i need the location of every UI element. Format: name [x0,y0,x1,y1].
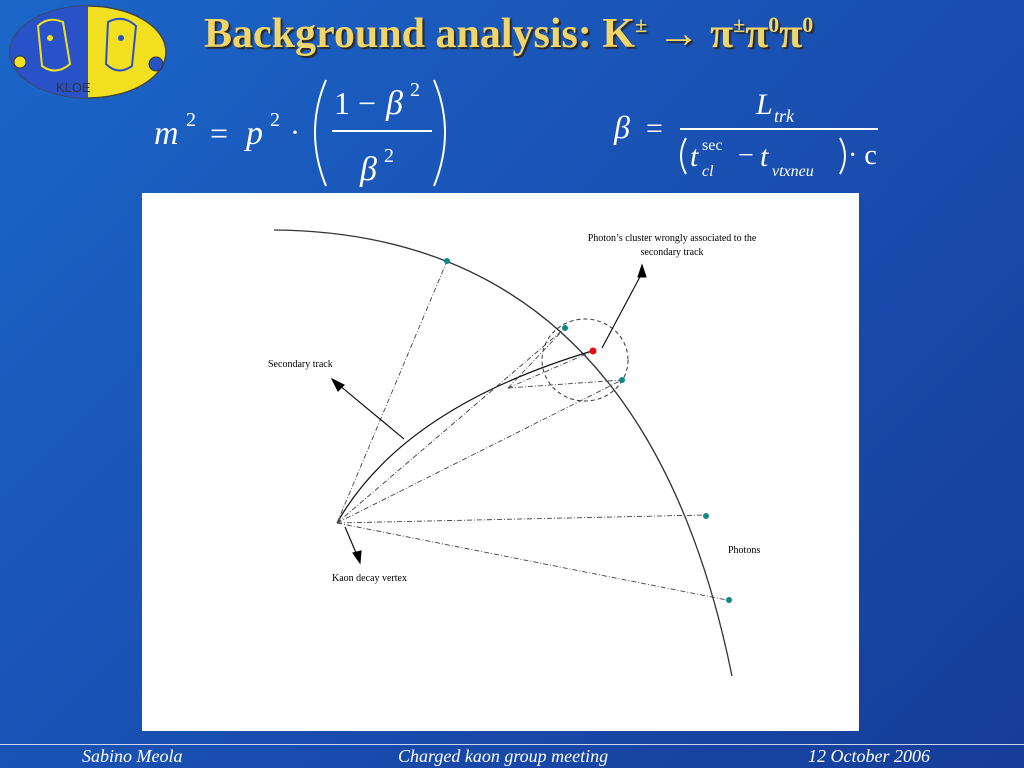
svg-text:cl: cl [702,163,714,180]
svg-text:·: · [290,116,300,149]
svg-text:β: β [614,109,630,145]
svg-text:2: 2 [270,109,280,131]
photon-dot [703,513,709,519]
wrong-cluster-dot [590,348,597,355]
photons-label: Photons [728,545,761,556]
decay-diagram [142,193,859,731]
kloe-logo [8,4,168,100]
svg-text:=: = [210,115,229,151]
photon-dot [726,597,732,603]
slide-title: Background analysis: $K^\pm \to \pi^\pm\pi^0\pi^0$ [204,11,814,57]
svg-text:1 −: 1 − [334,85,377,121]
svg-text:2: 2 [186,109,196,131]
photon-cluster-label: Photon’s cluster wrongly associated to the [587,233,757,244]
logo-faces-icon [8,4,168,100]
svg-text:L: L [756,88,773,121]
photon-dot [619,377,625,383]
footer-meeting: Charged kaon group meeting [398,746,609,766]
kaon-vertex-label: Kaon decay vertex [332,573,407,584]
svg-text:2: 2 [410,79,420,101]
footer-divider [0,744,1024,745]
secondary-track-curve [337,351,592,523]
svg-text:vtxneu: vtxneu [772,163,814,180]
footer-date: 12 October 2006 [808,746,930,766]
calorimeter-arc [274,230,732,676]
footer-author: Sabino Meola [82,746,183,766]
photon-dot [562,325,568,331]
svg-text:=: = [646,112,663,145]
svg-text:−: − [738,140,754,171]
logo-text: KLOE [56,80,91,95]
svg-text:β: β [386,85,403,122]
svg-text:p: p [246,115,263,152]
svg-text:· c: · c [848,140,877,171]
photon-cluster-label-2: secondary track [640,247,704,258]
beta-formula [610,82,890,182]
cluster-circle [542,319,628,401]
svg-text:t: t [760,140,769,173]
svg-text:t: t [690,140,699,173]
svg-text:trk: trk [774,106,794,126]
svg-text:2: 2 [384,145,394,167]
svg-text:sec: sec [702,137,723,154]
secondary-track-label: Secondary track [268,359,333,370]
mass-formula [148,72,468,194]
svg-text:m: m [154,115,179,152]
photon-dot [444,258,450,264]
svg-text:β: β [360,151,377,188]
